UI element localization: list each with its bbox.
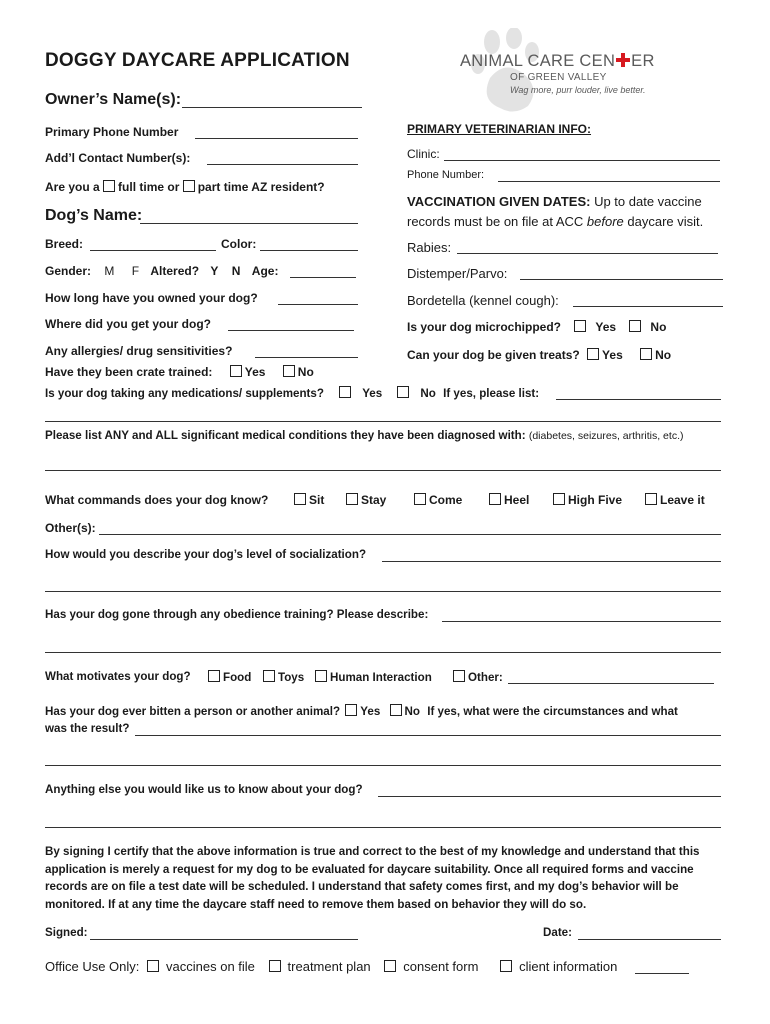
anything-else-extra-line[interactable]	[45, 827, 721, 828]
motivate-human	[315, 670, 432, 684]
logo-subtitle: OF GREEN VALLEY	[510, 72, 607, 83]
medical-row	[45, 429, 683, 442]
resident-label-b: full time or	[118, 180, 180, 194]
command-come	[414, 493, 462, 507]
treats-no-label: No	[655, 348, 672, 362]
vet-phone-label: Phone Number:	[407, 169, 485, 181]
motivate-other	[453, 670, 503, 684]
bitten-label: Has your dog ever bitten a person or another animal?	[45, 705, 341, 718]
crate-label: Have they been crate trained:	[45, 365, 213, 379]
logo-text-b: ER	[631, 52, 655, 70]
rabies-label: Rabies:	[407, 240, 452, 255]
obedience-extra-line[interactable]	[45, 652, 721, 653]
crate-yes-checkbox[interactable]	[230, 365, 242, 377]
medical-field[interactable]	[45, 470, 721, 471]
dog-name-label: Dog’s Name:	[45, 207, 143, 224]
medical-label: Please list ANY and ALL significant medical conditions they have been diagnosed with:	[45, 429, 526, 442]
crate-row	[45, 365, 314, 379]
sit-label: Sit	[309, 493, 325, 507]
allergies-label: Any allergies/ drug sensitivities?	[45, 344, 233, 358]
other-commands-label: Other(s):	[45, 521, 96, 535]
bordetella-field[interactable]	[573, 306, 723, 307]
distemper-label: Distemper/Parvo:	[407, 266, 508, 281]
addl-contact-field[interactable]	[207, 164, 358, 165]
motivates-label: What motivates your dog?	[45, 670, 191, 683]
primary-phone-field[interactable]	[195, 138, 358, 139]
owned-label: How long have you owned your dog?	[45, 291, 258, 305]
anything-else-field[interactable]	[378, 796, 721, 797]
page-title: DOGGY DAYCARE APPLICATION	[45, 50, 350, 71]
bitten-yes-label: Yes	[360, 705, 381, 718]
office-use-label: Office Use Only:	[45, 959, 140, 974]
vaccination-text-2b: before	[586, 214, 624, 229]
color-label: Color:	[221, 237, 257, 251]
part-time-checkbox[interactable]	[183, 180, 195, 192]
meds-no-checkbox[interactable]	[397, 386, 409, 398]
high-five-label: High Five	[568, 493, 623, 507]
food-checkbox[interactable]	[208, 670, 220, 682]
socialization-field[interactable]	[382, 561, 721, 562]
consent-form-checkbox[interactable]	[384, 960, 396, 972]
treats-yes-checkbox[interactable]	[587, 348, 599, 360]
socialization-extra-line[interactable]	[45, 591, 721, 592]
where-label: Where did you get your dog?	[45, 317, 211, 331]
gender-f-option[interactable]: F	[131, 264, 140, 278]
meds-yes-label: Yes	[362, 387, 383, 400]
resident-label-a: Are you a	[45, 180, 100, 194]
motivate-other-checkbox[interactable]	[453, 670, 465, 682]
distemper-field[interactable]	[520, 279, 723, 280]
vaccination-text-1: Up to date vaccine	[590, 194, 702, 209]
bitten-no-checkbox[interactable]	[390, 704, 402, 716]
bitten-result-label: was the result?	[45, 722, 130, 735]
logo-tagline: Wag more, purr louder, live better.	[510, 85, 646, 95]
gender-label: Gender:	[45, 264, 92, 278]
owner-name-field[interactable]	[182, 107, 362, 108]
microchip-yes-checkbox[interactable]	[574, 320, 586, 332]
signature-field[interactable]	[90, 939, 358, 940]
meds-yes-checkbox[interactable]	[339, 386, 351, 398]
full-time-checkbox[interactable]	[103, 180, 115, 192]
vaccination-text-2a: records must be on file at ACC	[407, 214, 587, 229]
obedience-label: Has your dog gone through any obedience training? Please describe:	[45, 608, 429, 621]
altered-n-option[interactable]: N	[231, 264, 241, 278]
treatment-plan-label: treatment plan	[287, 959, 371, 974]
treats-label: Can your dog be given treats?	[407, 348, 580, 362]
anything-else-label: Anything else you would like us to know about your dog?	[45, 783, 363, 796]
crate-yes-label: Yes	[244, 365, 266, 379]
meds-list-label: If yes, please list:	[443, 387, 540, 400]
bitten-extra-line[interactable]	[45, 765, 721, 766]
treats-row	[407, 348, 671, 362]
vaccines-on-file-checkbox[interactable]	[147, 960, 159, 972]
meds-list-field[interactable]	[556, 399, 721, 400]
stay-label: Stay	[361, 493, 387, 507]
other-commands-field[interactable]	[99, 534, 721, 535]
office-use-field[interactable]	[635, 973, 689, 974]
sit-checkbox[interactable]	[294, 493, 306, 505]
toys-label: Toys	[278, 671, 305, 684]
meds-extra-line[interactable]	[45, 421, 721, 422]
meds-row	[45, 386, 539, 400]
vaccines-on-file-label: vaccines on file	[166, 959, 255, 974]
bitten-yes-checkbox[interactable]	[345, 704, 357, 716]
bitten-row	[45, 704, 678, 718]
microchip-no-checkbox[interactable]	[629, 320, 641, 332]
age-field[interactable]	[290, 277, 356, 278]
obedience-field[interactable]	[442, 621, 721, 622]
date-label: Date:	[543, 926, 572, 939]
stay-checkbox[interactable]	[346, 493, 358, 505]
logo-text-a: ANIMAL CARE CEN	[460, 52, 616, 70]
altered-label: Altered?	[150, 264, 200, 278]
date-field[interactable]	[578, 939, 721, 940]
heel-label: Heel	[504, 493, 530, 507]
motivate-food	[208, 670, 251, 684]
come-label: Come	[429, 493, 463, 507]
command-stay	[346, 493, 386, 507]
owner-name-label: Owner’s Name(s):	[45, 91, 182, 108]
motivate-toys	[263, 670, 304, 684]
vaccination-heading: VACCINATION GIVEN DATES:	[407, 194, 591, 209]
vet-heading: PRIMARY VETERINARIAN INFO:	[407, 122, 592, 136]
microchip-yes-label: Yes	[595, 320, 617, 334]
vaccination-text-2c: daycare visit.	[623, 214, 704, 229]
treats-yes-label: Yes	[602, 348, 623, 362]
client-information-label: client information	[519, 959, 618, 974]
come-checkbox[interactable]	[414, 493, 426, 505]
red-cross-icon	[616, 53, 630, 67]
rabies-field[interactable]	[457, 253, 718, 254]
toys-checkbox[interactable]	[263, 670, 275, 682]
allergies-field[interactable]	[255, 357, 358, 358]
meds-no-label: No	[420, 387, 436, 400]
microchip-no-label: No	[650, 320, 667, 334]
treats-no-checkbox[interactable]	[640, 348, 652, 360]
office-use-row	[45, 959, 617, 974]
breed-field[interactable]	[90, 250, 216, 251]
heel-checkbox[interactable]	[489, 493, 501, 505]
command-sit	[294, 493, 324, 507]
treatment-plan-checkbox[interactable]	[269, 960, 281, 972]
resident-label-c: part time AZ resident?	[197, 180, 325, 194]
commands-label: What commands does your dog know?	[45, 493, 269, 507]
resident-question	[45, 180, 325, 194]
primary-phone-label: Primary Phone Number	[45, 125, 179, 139]
clinic-field[interactable]	[444, 160, 720, 161]
logo	[458, 28, 668, 118]
dog-name-field[interactable]	[140, 223, 358, 224]
high-five-checkbox[interactable]	[553, 493, 565, 505]
certification-text: By signing I certify that the above information is true and correct to the best of my knowledge and understand that this application is merely a request for my dog to be evaluated for daycare suitability. Once all required forms and vaccine records are on file a test date will be scheduled. I understand that safety comes first, and my dog’s behavior will be monitored. If at any time the daycare staff need to remove them based on behavior they will do so.	[45, 845, 700, 911]
bitten-followup-label: If yes, what were the circumstances and what	[427, 705, 678, 718]
leave-it-checkbox[interactable]	[645, 493, 657, 505]
socialization-label: How would you describe your dog’s level of socialization?	[45, 548, 367, 561]
where-field[interactable]	[228, 330, 354, 331]
command-leave-it	[645, 493, 705, 507]
gender-m-option[interactable]: M	[104, 264, 115, 278]
microchip-label: Is your dog microchipped?	[407, 320, 562, 334]
bitten-result-field[interactable]	[135, 735, 721, 736]
human-interaction-label: Human Interaction	[330, 671, 432, 684]
leave-it-label: Leave it	[660, 493, 705, 507]
command-high-five	[553, 493, 622, 507]
command-heel	[489, 493, 529, 507]
bitten-no-label: No	[404, 705, 420, 718]
breed-label: Breed:	[45, 237, 84, 251]
motivate-other-field[interactable]	[508, 683, 714, 684]
signed-label: Signed:	[45, 926, 88, 939]
owned-field[interactable]	[278, 304, 358, 305]
altered-y-option[interactable]: Y	[210, 264, 219, 278]
addl-contact-label: Add’l Contact Number(s):	[45, 151, 191, 165]
crate-no-checkbox[interactable]	[283, 365, 295, 377]
gender-row	[45, 264, 278, 278]
medical-examples: (diabetes, seizures, arthritis, etc.)	[528, 430, 684, 442]
vaccination-note	[407, 192, 703, 232]
food-label: Food	[223, 671, 252, 684]
clinic-label: Clinic:	[407, 147, 440, 161]
vet-phone-field[interactable]	[498, 181, 720, 182]
bordetella-label: Bordetella (kennel cough):	[407, 293, 559, 308]
human-interaction-checkbox[interactable]	[315, 670, 327, 682]
age-label: Age:	[251, 264, 279, 278]
meds-label: Is your dog taking any medications/ supplements?	[45, 387, 324, 400]
microchip-row	[407, 320, 666, 334]
motivate-other-label: Other:	[468, 671, 503, 684]
consent-form-label: consent form	[403, 959, 479, 974]
client-information-checkbox[interactable]	[500, 960, 512, 972]
color-field[interactable]	[260, 250, 358, 251]
crate-no-label: No	[297, 365, 314, 379]
